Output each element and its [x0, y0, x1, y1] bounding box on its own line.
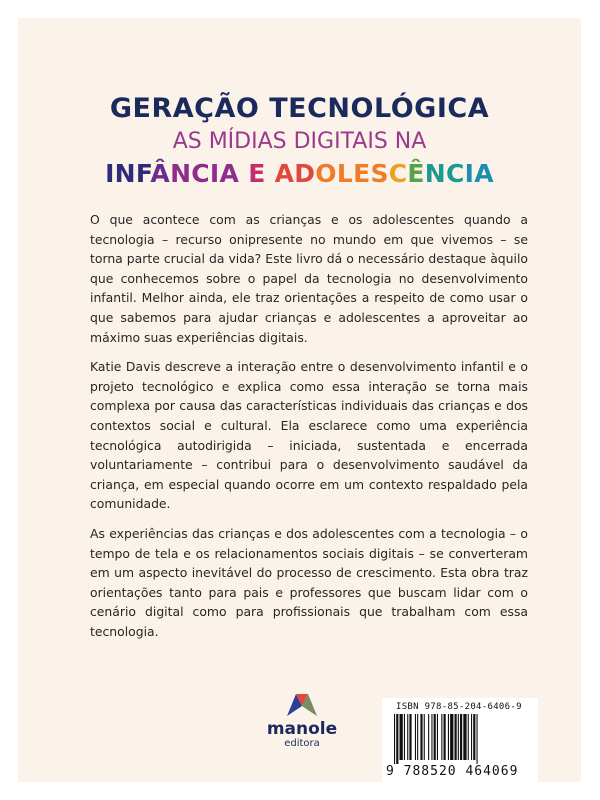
book-back-cover	[18, 18, 581, 782]
manole-mark-icon	[284, 690, 320, 718]
title-line-3-part: AD	[274, 159, 316, 188]
barcode-box	[382, 698, 538, 784]
publisher-name: manole	[266, 719, 338, 739]
title-line-3-part: E	[239, 159, 275, 188]
title-line-3-part: NC	[424, 159, 465, 188]
publisher-logo	[262, 690, 342, 750]
title-line-3-part: OLES	[315, 159, 389, 188]
blurb-text	[90, 210, 528, 651]
title-line-3-part: Ê	[407, 159, 425, 188]
blurb-paragraph-3: As experiências das crianças e dos adolescentes com a tecnologia – o tempo de tela e os relacionamentos sociais digitais – se converteram em um aspecto inevitável do processo de crescimento. Esta obra traz orientações tanto para pais e professores que buscam lidar com o cenário digital como para profissionais que trabalham com essa tecnologia.	[90, 525, 528, 639]
title-line-1: GERAÇÃO TECNOLÓGICA	[109, 93, 490, 124]
barcode-bars	[394, 714, 528, 764]
title-line-3	[18, 158, 581, 190]
title-line-3-part: INF	[105, 159, 151, 188]
barcode-digits: 9 788520 464069	[386, 764, 519, 779]
blurb-paragraph-2: Katie Davis descreve a interação entre o desenvolvimento infantil e o projeto tecnológico e explica como essa interação se torna mais complexa por causa das características individuais das crianças e dos contextos social e cultural. Ela esclarece como uma experiência tecnológica autodirigida – iniciada, sustentada e encerrada voluntariamente – contribui para o desenvolvimento saudável da criança, em especial quando ocorre em um contexto respaldado pela comunidade.	[90, 359, 528, 512]
isbn-label: ISBN 978-85-204-6406-9	[396, 702, 522, 712]
title-block	[18, 92, 581, 190]
title-line-3-part: C	[388, 159, 408, 188]
blurb-paragraph-1: O que acontece com as crianças e os adolescentes quando a tecnologia – recurso onipresente no mundo em que vivemos – se torna parte crucial da vida? Este livro dá o necessário destaque àquilo que conhecemos sobre o papel da tecnologia no desenvolvimento infantil. Melhor ainda, ele traz orientações a respeito de como usar o que sabemos para ajudar crianças e adolescentes a aproveitar ao máximo suas experiências digitais.	[90, 212, 528, 345]
title-line-3-part: Â	[150, 159, 171, 188]
title-line-3-part: NCIA	[170, 159, 240, 188]
publisher-sub: editora	[284, 738, 320, 749]
title-line-3-part: IA	[464, 159, 494, 188]
title-line-2: AS MÍDIAS DIGITAIS NA	[172, 129, 427, 154]
